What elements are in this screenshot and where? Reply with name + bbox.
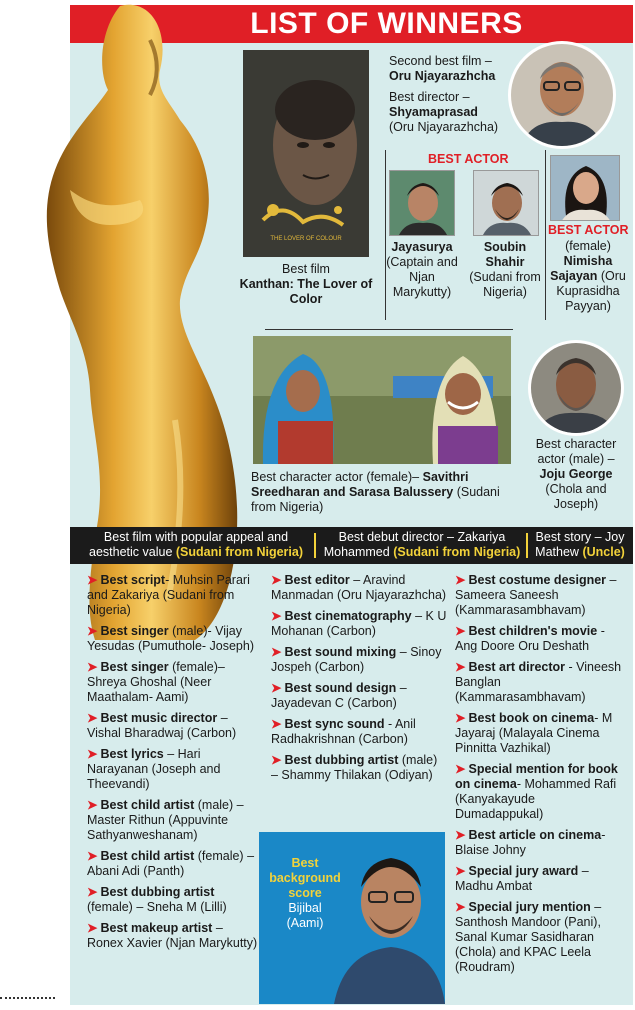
award-text: Blaise Johny [455, 843, 526, 857]
arrow-icon: ➤ [271, 645, 282, 659]
best-actress-caption [546, 239, 630, 314]
character-female-label: Best character actor (female)– [251, 470, 420, 484]
award-text: – Sameera Saneesh (Kammarasambhavam) [455, 573, 617, 617]
award-text: – Vishal Bharadwaj (Carbon) [87, 711, 237, 740]
award-sep: - [601, 828, 606, 842]
award-title: Best sync sound [284, 717, 385, 731]
award-entry [455, 624, 625, 654]
award-text: – Madhu Ambat [455, 864, 589, 893]
arrow-icon: ➤ [455, 864, 466, 878]
band-item-value: (Sudani from Nigeria) [393, 545, 521, 559]
award-title: Best article on cinema [468, 828, 602, 842]
award-text: Muhsin Parari and Zakariya (Sudani from Nigeria) [87, 573, 250, 617]
best-actress-film: (Oru Kuprasidha Payyan) [556, 269, 626, 313]
best-film-name: Kanthan: The Lover of Color [239, 277, 373, 306]
award-entry [455, 711, 625, 756]
award-title: Best script [100, 573, 166, 587]
background-score-box [259, 832, 445, 1004]
arrow-icon: ➤ [455, 762, 466, 776]
award-entry [87, 921, 259, 951]
arrow-icon: ➤ [87, 747, 98, 761]
second-best-name: Oru Njayarazhcha [389, 69, 496, 83]
background-score-film: (Aami) [286, 916, 324, 930]
jayasurya-name: Jayasurya [391, 240, 453, 254]
best-director-name: Shyamaprasad [389, 105, 478, 119]
arrow-icon: ➤ [455, 624, 466, 638]
award-text: – Hari Narayanan (Joseph and Theevandi) [87, 747, 221, 791]
award-entry [271, 609, 447, 639]
award-entry [455, 864, 625, 894]
band-item-best-story [532, 530, 628, 560]
arrow-icon: ➤ [455, 711, 466, 725]
character-male-name: Joju George [539, 467, 613, 481]
award-text: – Ronex Xavier (Njan Marykutty) [87, 921, 258, 950]
award-entry [271, 753, 447, 783]
award-text: – Jayadevan C (Carbon) [271, 681, 407, 710]
band-item-debut-director [322, 530, 522, 560]
soubin-shahir-name: Soubin Shahir [483, 240, 527, 269]
award-text: (female) – Sneha M (Lilli) [87, 900, 227, 914]
arrow-icon: ➤ [271, 717, 282, 731]
arrow-icon: ➤ [455, 828, 466, 842]
award-title: Special mention for book on cinema [455, 762, 618, 791]
soubin-shahir-photo [473, 170, 539, 236]
arrow-icon: ➤ [87, 798, 98, 812]
best-actress-heading: BEST ACTOR [548, 223, 629, 237]
award-title: Best lyrics [100, 747, 164, 761]
awards-column-2 [271, 573, 447, 789]
arrow-icon: ➤ [455, 900, 466, 914]
page-title: LIST OF WINNERS [70, 5, 633, 43]
awards-column-3 [455, 573, 625, 981]
band-item-popular-appeal [78, 530, 314, 560]
award-entry [87, 660, 259, 705]
award-title: Best art director [468, 660, 566, 674]
character-male-caption [526, 437, 626, 512]
award-entry [87, 849, 259, 879]
band-item-value: (Sudani from Nigeria) [175, 545, 303, 559]
award-entry [87, 798, 259, 843]
award-entry [455, 828, 625, 858]
award-entry [87, 573, 259, 618]
awards-column-1 [87, 573, 259, 957]
award-entry [87, 711, 259, 741]
award-entry [87, 885, 259, 915]
best-director-film: (Oru Njayarazhcha) [389, 120, 499, 134]
poster-tagline: THE LOVER OF COLOUR [270, 236, 342, 242]
award-title: Best makeup artist [100, 921, 213, 935]
award-text: – Aravind Manmadan (Oru Njayarazhcha) [271, 573, 447, 602]
award-sep: - [516, 777, 525, 791]
award-title: Best dubbing artist [100, 885, 215, 899]
dotted-rule [0, 997, 55, 999]
award-text: – K U Mohanan (Carbon) [271, 609, 447, 638]
award-title: Best music director [100, 711, 218, 725]
award-title: Best singer [100, 660, 169, 674]
best-actor-heading: BEST ACTOR [428, 152, 509, 166]
award-text: (male) – Master Rithun (Appuvinte Sathyanweshanam) [87, 798, 244, 842]
award-title: Best book on cinema [468, 711, 595, 725]
award-text: M Jayaraj (Malayala Cinema Pinnitta Vazhikal) [455, 711, 613, 755]
jayasurya-caption [385, 240, 459, 300]
divider-line [265, 329, 513, 330]
award-entry [455, 660, 625, 705]
award-title: Special jury award [468, 864, 579, 878]
joju-george-photo [528, 340, 624, 436]
arrow-icon: ➤ [87, 660, 98, 674]
arrow-icon: ➤ [455, 573, 466, 587]
award-title: Best sound mixing [284, 645, 397, 659]
arrow-icon: ➤ [87, 849, 98, 863]
award-title: Best dubbing artist [284, 753, 399, 767]
award-entry [455, 900, 625, 975]
award-text: - Ang Doore Oru Deshath [455, 624, 605, 653]
award-entry [87, 624, 259, 654]
band-item-label: Best debut director – Zakariya Mohammed [323, 530, 506, 559]
award-title: Best sound design [284, 681, 397, 695]
poster-artwork [243, 50, 369, 257]
award-title: Best editor [284, 573, 350, 587]
award-entry [455, 573, 625, 618]
award-text: (female)– Shreya Ghoshal (Neer Maathalam- Aami) [87, 660, 225, 704]
award-text: Mohammed Rafi (Kanyakayude Dumadappukal) [455, 777, 617, 821]
award-entry [271, 717, 447, 747]
award-text: (male)- Vijay Yesudas (Pumuthole- Joseph) [87, 624, 254, 653]
arrow-icon: ➤ [271, 609, 282, 623]
arrow-icon: ➤ [87, 711, 98, 725]
award-title: Best children's movie [468, 624, 598, 638]
character-female-names: Savithri Sreedharan and Sarasa Balussery [251, 470, 469, 499]
character-female-film: (Sudani from Nigeria) [251, 485, 500, 514]
best-actress-name: Nimisha Sajayan [550, 254, 613, 283]
best-film-poster [243, 50, 369, 257]
arrow-icon: ➤ [87, 624, 98, 638]
band-separator [526, 533, 528, 558]
arrow-icon: ➤ [271, 753, 282, 767]
band-separator [314, 533, 316, 558]
award-text: – Santhosh Mandoor (Pani), Sanal Kumar Sasidharan (Chola) and KPAC Leela (Roudram) [455, 900, 602, 974]
band-item-label: Best story – Joy Mathew [535, 530, 625, 559]
award-title: Best cinematography [284, 609, 412, 623]
director-photo [508, 41, 616, 149]
arrow-icon: ➤ [87, 921, 98, 935]
award-title: Best child artist [100, 849, 195, 863]
award-sep: - [594, 711, 602, 725]
background-score-name: Bijibal [288, 901, 322, 915]
award-text: - Vineesh Banglan (Kammarasambhavam) [455, 660, 622, 704]
award-entry [271, 645, 447, 675]
character-actors-female-photo [253, 336, 511, 464]
character-male-label: Best character actor (male) – [535, 437, 617, 466]
nimisha-sajayan-photo [550, 155, 620, 221]
award-entry [271, 681, 447, 711]
popular-awards-band [70, 527, 633, 564]
award-title: Best child artist [100, 798, 195, 812]
arrow-icon: ➤ [87, 885, 98, 899]
second-best-and-director [389, 54, 514, 141]
award-text: (female) – Abani Adi (Panth) [87, 849, 255, 878]
background-score-label: Best background score [269, 856, 341, 900]
award-title: Special jury mention [468, 900, 591, 914]
award-text: – Sinoy Jospeh (Carbon) [271, 645, 442, 674]
band-item-value: (Uncle) [582, 545, 625, 559]
award-entry [455, 762, 625, 822]
award-entry [87, 747, 259, 792]
arrow-icon: ➤ [271, 573, 282, 587]
band-item-label: Best film with popular appeal and aesthetic value [89, 530, 289, 559]
award-entry [271, 573, 447, 603]
bijibal-photo [329, 832, 445, 1004]
best-film-label: Best film [282, 262, 330, 276]
arrow-icon: ➤ [271, 681, 282, 695]
award-title: Best singer [100, 624, 169, 638]
award-text: - Anil Radhakrishnan (Carbon) [271, 717, 416, 746]
character-male-film: (Chola and Joseph) [545, 482, 607, 511]
award-text: (male) – Shammy Thilakan (Odiyan) [271, 753, 438, 782]
best-film-caption [236, 262, 376, 307]
second-best-label: Second best film – [389, 54, 492, 68]
jayasurya-photo [389, 170, 455, 236]
award-sep: - [165, 573, 173, 587]
award-title: Best costume designer [468, 573, 607, 587]
character-female-caption [251, 470, 511, 515]
arrow-icon: ➤ [87, 573, 98, 587]
jayasurya-film: (Captain and Njan Marykutty) [386, 255, 458, 299]
best-actress-qualifier: (female) [565, 239, 611, 253]
soubin-shahir-film: (Sudani from Nigeria) [469, 270, 541, 299]
arrow-icon: ➤ [455, 660, 466, 674]
best-director-label: Best director – [389, 90, 470, 104]
soubin-shahir-caption [468, 240, 542, 300]
